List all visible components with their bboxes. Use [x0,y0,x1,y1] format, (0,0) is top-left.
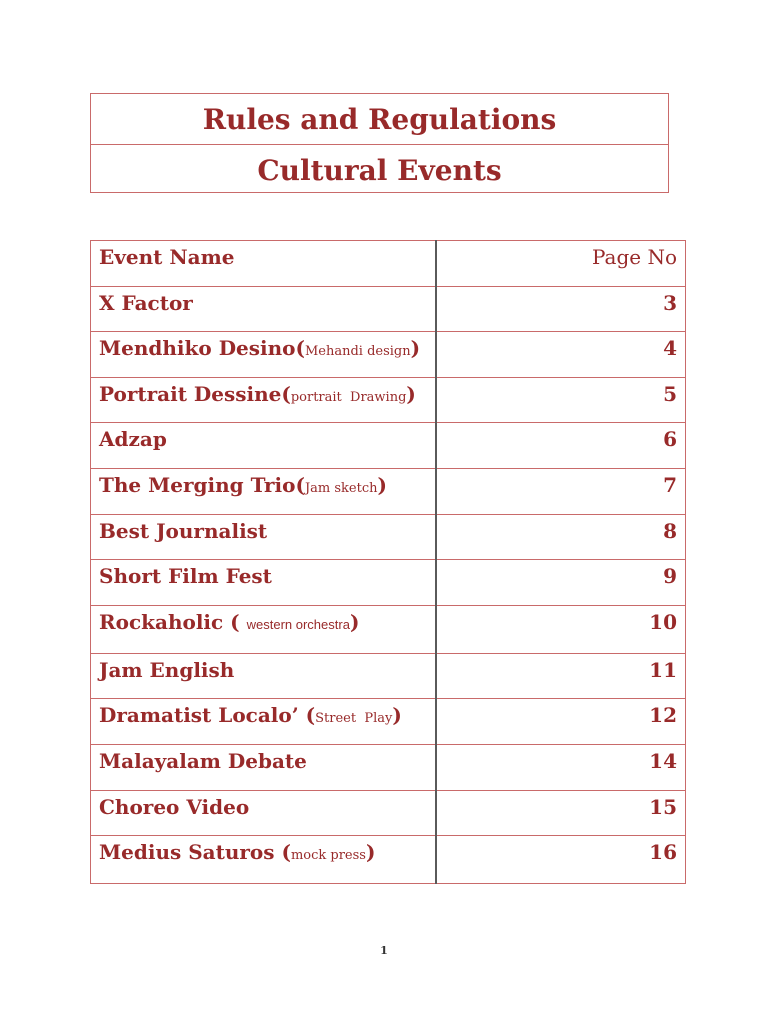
event-description: Street Play [315,711,393,727]
table-row [91,286,686,332]
event-description: mock press [290,848,366,864]
contents-table [90,240,686,884]
page-number: 14 [649,748,677,773]
event-name: Malayalam Debate [99,748,307,773]
table-row [91,514,686,560]
page-number: 16 [649,840,677,865]
table-row: Medius Saturos (mock press) 16 [91,836,686,884]
page-number: 5 [663,381,677,406]
table-row: Portrait Dessine(portrait Drawing) 5 [91,377,686,423]
event-name: Medius Saturos ( [99,840,291,865]
page-number: 10 [649,609,677,634]
event-description: portrait Drawing [290,389,407,405]
event-name: Mendhiko Desino( [99,336,305,361]
event-description: Jam sketch [304,480,378,496]
page-number: 3 [663,290,677,315]
table-row [91,423,686,469]
table-row [91,744,686,790]
table-row [91,790,686,836]
event-description: Mehandi design [304,344,411,360]
page-number: 11 [649,657,677,682]
event-name: Short Film Fest [99,564,272,589]
title-box [90,93,669,193]
event-name: Choreo Video [99,794,250,819]
event-description: western orchestra [246,616,350,632]
page-number: 9 [663,564,677,589]
document-title: Rules and Regulations [202,102,557,136]
event-name: Portrait Dessine( [99,381,291,406]
table-row [91,653,686,699]
header-event-name: Event Name [91,241,436,287]
page-number: 8 [663,518,677,543]
table-header-row [91,241,686,287]
page-footer-number: 1 [380,944,388,957]
page-number: 12 [649,703,677,728]
table-row [91,560,686,606]
table-row: Rockaholic ( western orchestra) 10 [91,605,686,653]
event-name: Dramatist Localo’ ( [99,703,316,728]
page-number: 7 [663,472,677,497]
event-name: Adzap [99,427,167,452]
event-name: Rockaholic ( [99,609,247,634]
table-row: Mendhiko Desino(Mehandi design) 4 [91,332,686,378]
table-row: The Merging Trio(Jam sketch) 7 [91,468,686,514]
table-row: Dramatist Localo’ (Street Play) 12 [91,699,686,745]
page-number: 6 [663,427,677,452]
page-number: 4 [663,336,677,361]
document-subtitle: Cultural Events [91,144,668,195]
page-number: 15 [649,794,677,819]
event-name: X Factor [99,290,193,315]
event-name: Jam English [99,657,235,682]
event-name: Best Journalist [99,518,268,543]
event-name: The Merging Trio( [99,472,305,497]
header-page-no: Page No [436,241,686,287]
